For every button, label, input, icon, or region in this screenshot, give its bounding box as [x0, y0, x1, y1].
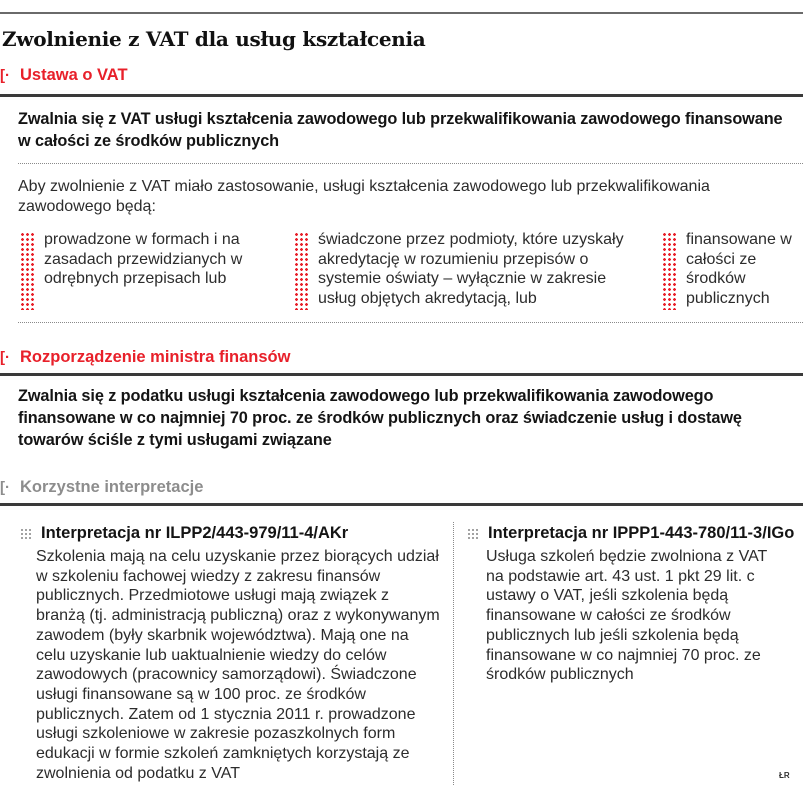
section-heading-interpretacje: [· Korzystne interpretacje	[0, 478, 204, 496]
red-dot-grid-icon	[20, 232, 34, 310]
section-rule	[0, 373, 803, 376]
bracket-dot-icon: [·	[0, 479, 10, 496]
bracket-dot-icon: [·	[0, 67, 10, 84]
section-rule	[0, 94, 803, 97]
conditions-intro: Aby zwolnienie z VAT miało zastosowanie, usługi kształcenia zawodowego lub przekwalifikowania zawodowego będą:	[18, 178, 710, 215]
interpretation-title: Interpretacja nr IPPP1-443-780/11-3/IGo	[467, 524, 803, 543]
interpretation-title: Interpretacja nr ILPP2/443-979/11-4/AKr	[20, 524, 445, 543]
section-lead: Zwalnia się z podatku usługi kształcenia zawodowego lub przekwalifikowania zawodowego finansowane w co najmniej 70 proc. ze środków publicznych oraz świadczenie usług i dostawę towarów ściśle z tymi usługami związane	[18, 387, 742, 449]
red-dot-grid-icon	[662, 232, 676, 310]
column-divider	[453, 522, 454, 785]
condition-item: prowadzone w formach i na zasadach przewidzianych w odrębnych przepisach lub	[20, 230, 285, 310]
top-rule	[0, 12, 803, 14]
bracket-dot-icon: [·	[0, 349, 10, 366]
dotted-divider	[18, 322, 803, 323]
grey-dot-grid-icon	[20, 528, 32, 540]
condition-item: świadczone przez podmioty, które uzyskały akredytację w rozumieniu przepisów o systemie oświaty – wyłącznie w zakresie usług objętych akredytacją, lub	[294, 230, 654, 310]
red-dot-grid-icon	[294, 232, 308, 310]
interpretation-card	[467, 524, 803, 685]
grey-dot-grid-icon	[467, 528, 479, 540]
section-heading-ustawa: [· Ustawa o VAT	[0, 66, 128, 84]
section-heading-rozporzadzenie: [· Rozporządzenie ministra finansów	[0, 348, 291, 366]
page-title: Zwolnienie z VAT dla usług kształcenia	[2, 27, 426, 51]
interpretation-text: Usługa szkoleń będzie zwolniona z VAT na podstawie art. 43 ust. 1 pkt 29 lit. c ustawy o VAT, jeśli szkolenia będą finansowane w całości ze środków publicznych lub jeśli szkolenia będą finansowane w co najmniej 70 proc. ze środków publicznych	[486, 548, 768, 684]
dotted-divider	[18, 163, 803, 164]
condition-item: finansowane w całości ze środków publicznych	[662, 230, 802, 310]
interpretation-text: Szkolenia mają na celu uzyskanie przez biorących udział w szkoleniu fachowej wiedzy z zakresu finansów publicznych. Przedmiotowe usługi mają związek z branżą (tj. administracją publiczną) oraz z wykonywanym zawodem (były skarbnik województwa). Mają one na celu uzyskanie lub uaktualnienie wiedzy do celów zawodowych (pracownicy samorządowi). Świadczone usługi finansowane są w 100 proc. ze środków publicznych. Zatem od 1 stycznia 2011 r. prowadzone usługi szkoleniowe w zakresie pozaszkolnych form edukacji w formie szkoleń zamkniętych korzystają ze zwolnienia od podatku z VAT	[36, 548, 440, 782]
section-lead: Zwalnia się z VAT usługi kształcenia zawodowego lub przekwalifikowania zawodowego finansowane w całości ze środków publicznych	[18, 110, 783, 150]
section-rule	[0, 503, 803, 506]
author-credit: ŁR	[779, 771, 790, 780]
interpretation-card	[20, 524, 445, 783]
